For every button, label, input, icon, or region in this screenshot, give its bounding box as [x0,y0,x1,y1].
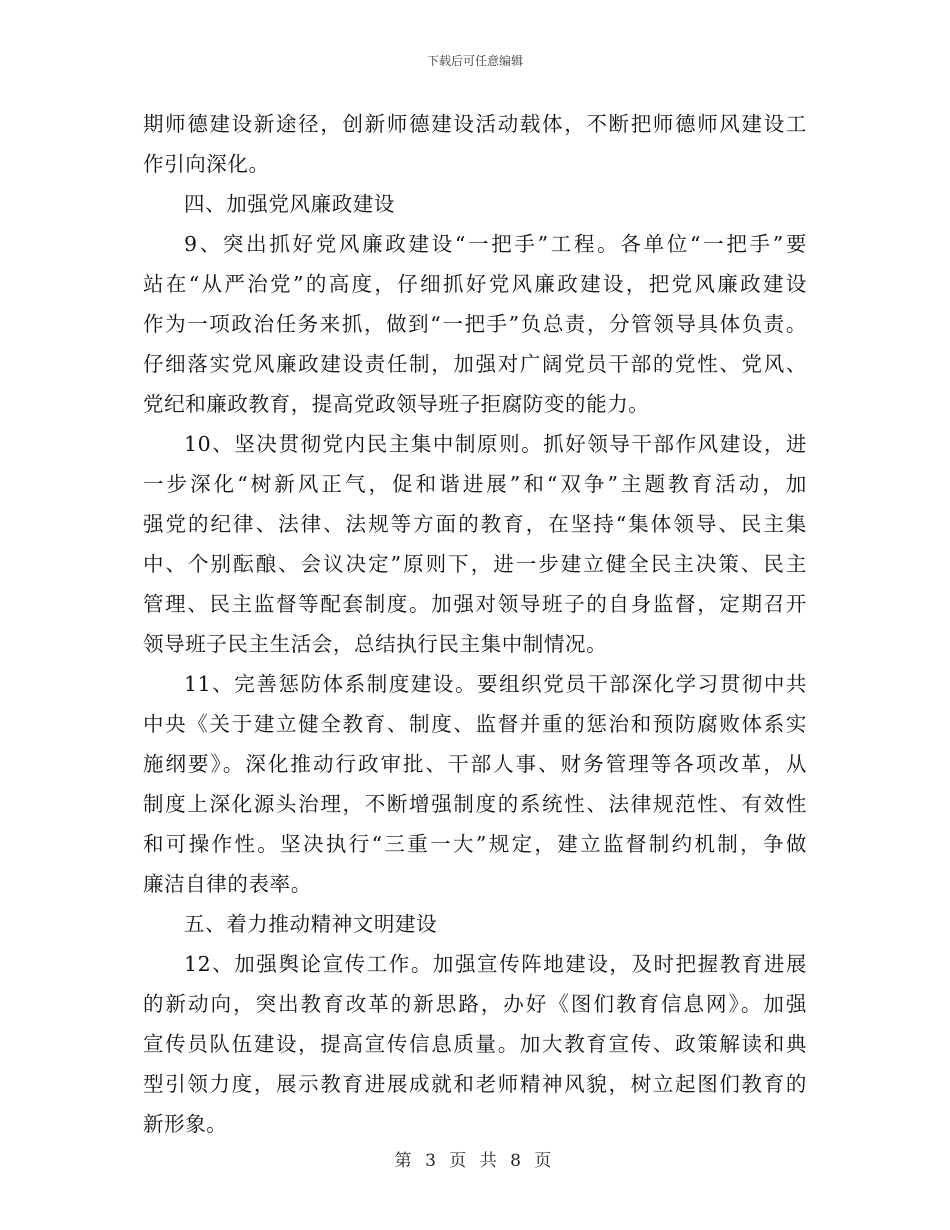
page-header: 下载后可任意编辑 [426,54,523,68]
paragraph-line: 廉洁自律的表率。 [143,872,312,896]
paragraph-line: 作为一项政治任务来抓，做到“一把手”负总责，分管领导具体负责。 [143,312,807,336]
section-heading: 四、加强党风廉政建设 [184,192,395,216]
paragraph-line: 中央《关于建立健全教育、制度、监督并重的惩治和预防腐败体系实 [143,712,807,736]
paragraph-line: 的新动向，突出教育改革的新思路，办好《图们教育信息网》。加强 [143,992,807,1016]
paragraph-line: 强党的纪律、法律、法规等方面的教育，在坚持“集体领导、民主集 [143,512,807,536]
paragraph-line: 施纲要》。深化推动行政审批、干部人事、财务管理等各项改革，从 [143,752,807,776]
paragraph-line: 宣传员队伍建设，提高宣传信息质量。加大教育宣传、政策解读和典 [143,1032,807,1056]
paragraph-line: 领导班子民主生活会，总结执行民主集中制情况。 [143,632,608,656]
paragraph-line: 新形象。 [143,1112,228,1136]
paragraph-line: 12、加强舆论宣传工作。加强宣传阵地建设，及时把握教育进展 [184,952,807,976]
paragraph-line: 管理、民主监督等配套制度。加强对领导班子的自身监督，定期召开 [143,592,807,616]
page-number: 第 3 页 共 8 页 [394,1151,556,1171]
paragraph-line: 型引领力度，展示教育进展成就和老师精神风貌，树立起图们教育的 [143,1072,807,1096]
paragraph-line: 和可操作性。坚决执行“三重一大”规定，建立监督制约机制，争做 [143,832,807,856]
paragraph-line: 仔细落实党风廉政建设责任制，加强对广阔党员干部的党性、党风、 [143,352,807,376]
section-heading: 五、着力推动精神文明建设 [184,912,438,936]
document-body [143,104,807,1144]
paragraph-line: 制度上深化源头治理，不断增强制度的系统性、法律规范性、有效性 [143,792,807,816]
paragraph-line: 站在“从严治党”的高度，仔细抓好党风廉政建设，把党风廉政建设 [143,272,807,296]
paragraph-line: 11、完善惩防体系制度建设。要组织党员干部深化学习贯彻中共 [184,672,807,696]
paragraph-line: 作引向深化。 [143,152,270,176]
paragraph-line: 10、坚决贯彻党内民主集中制原则。抓好领导干部作风建设，进 [184,432,807,456]
paragraph-line: 党纪和廉政教育，提高党政领导班子拒腐防变的能力。 [143,392,650,416]
paragraph-line: 期师德建设新途径，创新师德建设活动载体，不断把师德师风建设工 [143,112,807,136]
paragraph-line: 9、突出抓好党风廉政建设“一把手”工程。各单位“一把手”要 [184,232,807,256]
paragraph-line: 中、个别酝酿、会议决定”原则下，进一步建立健全民主决策、民主 [143,552,807,576]
paragraph-line: 一步深化“树新风正气，促和谐进展”和“双争”主题教育活动，加 [143,472,807,496]
